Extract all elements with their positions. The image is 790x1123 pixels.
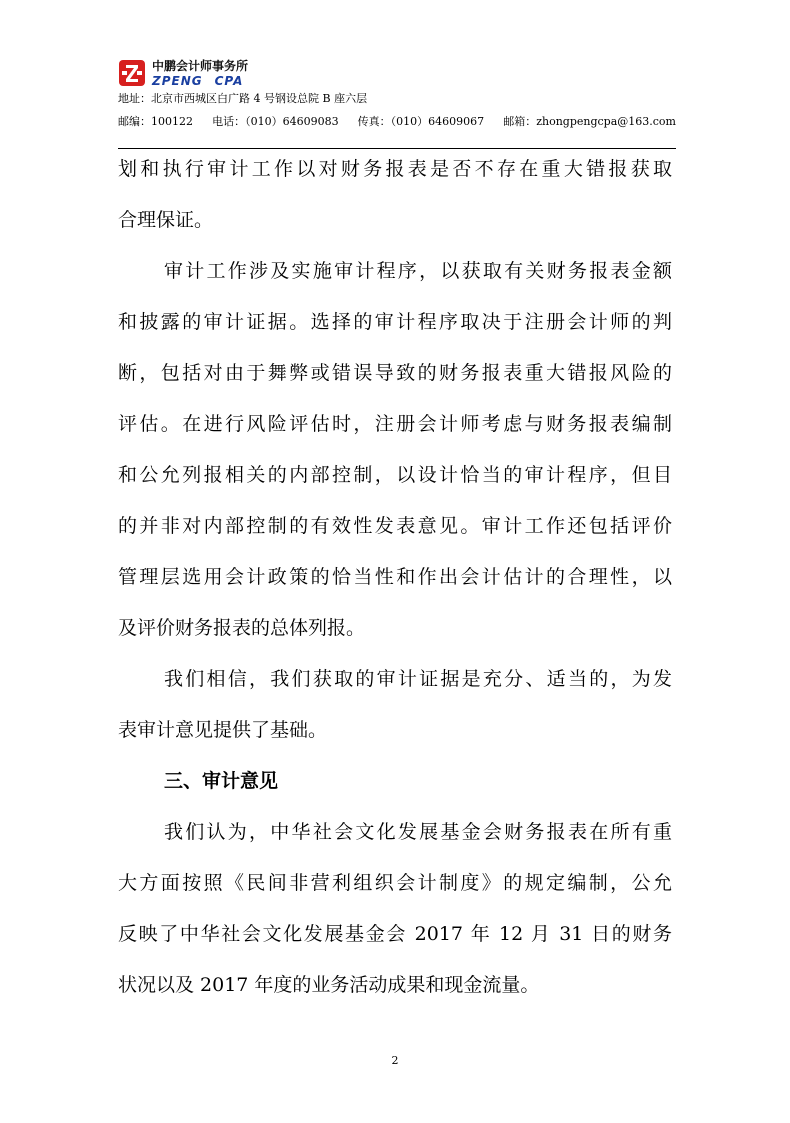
phone: 电话：（010）64609083 [212,115,339,128]
text-line: 合理保证。 [118,209,214,231]
letterhead [118,56,676,131]
text-line: 大方面按照《民间非营利组织会计制度》的规定编制，公允 [118,872,672,894]
text-line: 和披露的审计证据。选择的审计程序取决于注册会计师的判 [118,311,672,333]
text-line: 划和执行审计工作以对财务报表是否不存在重大错报获取 [118,158,672,180]
text-line: 管理层选用会计政策的恰当性和作出会计估计的合理性，以 [118,566,672,588]
section-heading: 三、审计意见 [164,770,279,792]
page-number: 2 [391,1054,399,1067]
firm-name-cn: 中鹏会计师事务所 [152,58,249,73]
text-line: 我们认为，中华社会文化发展基金会财务报表在所有重 [164,821,672,843]
fax: 传真：（010）64609067 [357,115,485,128]
logo [118,56,676,90]
text-line: 断，包括对由于舞弊或错误导致的财务报表重大错报风险的 [118,362,672,384]
zpeng-logo-icon [118,59,146,87]
text-line: 和公允列报相关的内部控制，以设计恰当的审计程序，但目 [118,464,672,486]
firm-name-en-part2: CPA [214,73,244,88]
firm-name-en-part1: ZPENG [152,73,203,88]
text-line: 审计工作涉及实施审计程序，以获取有关财务报表金额 [164,260,672,282]
text-line: 反映了中华社会文化发展基金会 2017 年 12 月 31 日的财务 [118,923,672,945]
text-line: 评估。在进行风险评估时，注册会计师考虑与财务报表编制 [118,413,672,435]
contact-row [118,113,676,131]
postcode: 邮编：100122 [118,115,193,128]
report-body [118,144,672,1011]
firm-address: 地址：北京市西城区白广路 4 号钢设总院 B 座六层 [118,92,368,105]
text-line: 我们相信，我们获取的审计证据是充分、适当的，为发 [164,668,672,690]
email: 邮箱：zhongpengcpa@163.com [503,115,676,128]
text-line: 的并非对内部控制的有效性发表意见。审计工作还包括评价 [118,515,672,537]
text-line: 及评价财务报表的总体列报。 [118,617,366,639]
text-line: 状况以及 2017 年度的业务活动成果和现金流量。 [118,974,540,996]
firm-name-en [152,75,248,87]
text-line: 表审计意见提供了基础。 [118,719,328,741]
